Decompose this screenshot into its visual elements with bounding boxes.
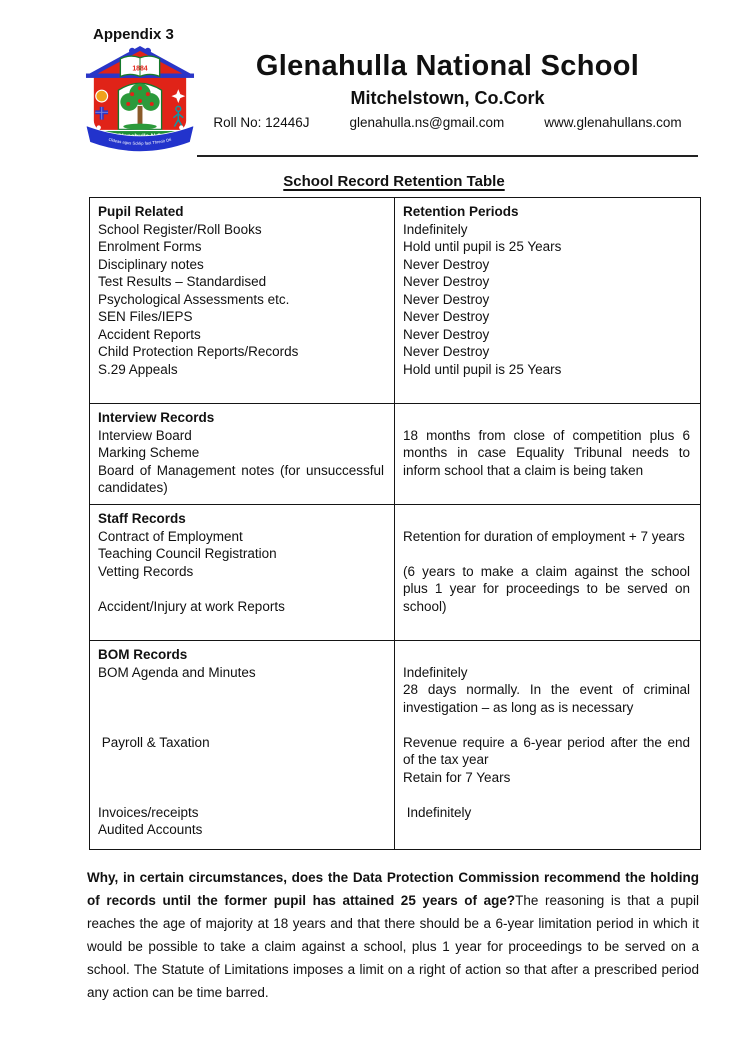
- document-header: [85, 45, 698, 163]
- table-cell-right: [395, 505, 700, 640]
- cell-line: Accident Reports: [98, 326, 201, 342]
- cell-line: Never Destroy: [403, 326, 490, 342]
- cell-line: Psychological Assessments etc.: [98, 291, 290, 307]
- footer-answer: The reasoning is that a pupil reaches the age of majority at 18 years and that there should be a 6-year limitation period in which it would be possible to take a claim against a school, plus 1 year for proceedings to be served on a school. The Statute of Limitations imposes a limit on a right of action so that after a prescribed period any action can be time barred.: [87, 893, 699, 1000]
- cell-line: Indefinitely: [403, 664, 468, 680]
- cell-line: Never Destroy: [403, 274, 490, 289]
- crest-year: 1884: [132, 65, 148, 73]
- cell-line: Disciplinary notes: [98, 256, 204, 272]
- school-crest-icon: [85, 45, 197, 163]
- spacer: [403, 786, 690, 804]
- cell-paragraph: 28 days normally. In the event of criminal investigation – as long as is necessary: [403, 682, 690, 715]
- school-name-title: Glenahulla National School: [255, 50, 640, 82]
- cell-line: Never Destroy: [403, 309, 490, 324]
- footer-question: Why, in certain circumstances, does the Data Protection Commission recommend the holding of records until the former pupil has attained 25 years of age?: [87, 870, 699, 908]
- spacer: [403, 409, 690, 427]
- cell-heading: Staff Records: [98, 511, 186, 526]
- website-text: www.glenahullans.com: [544, 115, 682, 130]
- cell-line: Enrolment Forms: [98, 239, 202, 254]
- table-title: School Record Retention Table: [283, 173, 505, 190]
- cell-line: Test Results – Standardised: [98, 274, 267, 289]
- table-cell-left: [90, 198, 395, 403]
- cell-paragraph: 18 months from close of competition plus 6 months in case Equality Tribunal needs to inform school that a claim is being taken: [403, 427, 690, 478]
- cell-line: Invoices/receipts: [98, 804, 199, 820]
- cell-line: Never Destroy: [403, 344, 490, 359]
- appendix-label: Appendix 3: [93, 26, 174, 43]
- cell-line: SEN Files/IEPS: [98, 309, 193, 324]
- table-cell-right: [395, 198, 700, 403]
- crest-motto: Oideas agus Scléip faoi Threoir Dé: [108, 136, 172, 146]
- cell-line: Marking Scheme: [98, 445, 200, 460]
- spacer: [98, 681, 384, 734]
- contact-line: [197, 113, 698, 133]
- cell-line: Indefinitely: [403, 221, 468, 237]
- cell-line: Audited Accounts: [98, 822, 203, 837]
- school-location: Mitchelstown, Co.Cork: [350, 88, 545, 108]
- cell-line: Vetting Records: [98, 563, 194, 579]
- cell-paragraph: Board of Management notes (for unsuccessful candidates): [98, 462, 384, 495]
- cell-paragraph: (6 years to make a claim against the school plus 1 year for proceedings to be served on school): [403, 563, 690, 614]
- roll-number: Roll No: 12446J: [213, 115, 310, 130]
- retention-table: [89, 197, 701, 850]
- header-divider: [197, 155, 698, 157]
- cell-line: S.29 Appeals: [98, 361, 178, 377]
- table-cell-right: [395, 641, 700, 849]
- cell-line: Hold until pupil is 25 Years: [403, 361, 562, 377]
- cell-paragraph: Revenue require a 6-year period after the end of the tax year: [403, 734, 690, 767]
- spacer: [98, 751, 384, 804]
- cell-line: Retain for 7 Years: [403, 769, 511, 785]
- cell-line: BOM Agenda and Minutes: [98, 664, 256, 680]
- spacer: [403, 646, 690, 664]
- cell-line: Never Destroy: [403, 256, 490, 272]
- cell-line: Indefinitely: [403, 804, 472, 820]
- spacer: [403, 545, 690, 563]
- spacer: [403, 716, 690, 734]
- cell-line: Payroll & Taxation: [98, 734, 210, 750]
- header-text-block: [197, 45, 698, 157]
- cell-line: Interview Board: [98, 427, 192, 443]
- table-row: [90, 403, 700, 504]
- document-page: [0, 26, 755, 1050]
- footer-paragraph: [87, 866, 699, 1004]
- table-cell-right: [395, 404, 700, 504]
- cell-heading: Retention Periods: [403, 204, 519, 219]
- cell-line: Contract of Employment: [98, 528, 243, 544]
- cell-line: Teaching Council Registration: [98, 546, 277, 561]
- spacer: [403, 510, 690, 528]
- cell-heading: Interview Records: [98, 410, 215, 425]
- table-row: [90, 504, 700, 640]
- table-row: [90, 198, 700, 403]
- cell-line: Child Protection Reports/Records: [98, 344, 299, 359]
- cell-heading: BOM Records: [98, 647, 188, 662]
- email-text: glenahulla.ns@gmail.com: [349, 115, 505, 130]
- table-cell-left: [90, 505, 395, 640]
- table-cell-left: [90, 404, 395, 504]
- cell-line: Accident/Injury at work Reports: [98, 598, 285, 614]
- table-row: [90, 640, 700, 849]
- cell-line: School Register/Roll Books: [98, 221, 262, 237]
- spacer: [98, 580, 384, 598]
- cell-heading: Pupil Related: [98, 204, 184, 219]
- cell-paragraph: Retention for duration of employment + 7 years: [403, 528, 685, 544]
- table-cell-left: [90, 641, 395, 849]
- cell-line: Hold until pupil is 25 Years: [403, 239, 562, 254]
- cell-line: Never Destroy: [403, 291, 490, 307]
